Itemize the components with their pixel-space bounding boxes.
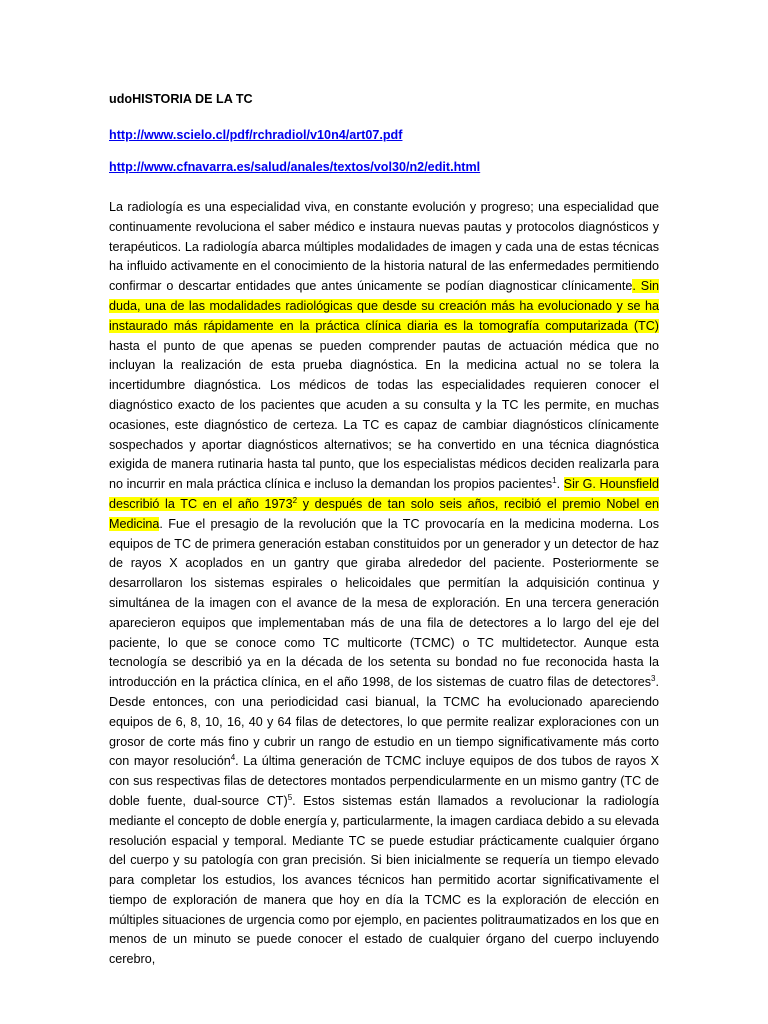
- cfnavarra-link[interactable]: http://www.cfnavarra.es/salud/anales/textos/vol30/n2/edit.html: [109, 160, 481, 174]
- highlighted-text: . Sin duda, una de las modalidades radiológicas que desde su creación más ha evolucionado y se ha instaurado más rápidamente en la práctica clínica diaria es la tomografía computarizada (TC): [109, 279, 659, 333]
- text-segment: . Fue el presagio de la revolución que la TC provocaría en la medicina moderna. Los equipos de TC de primera generación estaban constituidos por un generador y un detector de haz de rayos X acoplados en un gantry que giraba alrededor del paciente. Posteriormente se desarrollaron los sistemas espirales o helicoidales que permitían la adquisición continua y simultánea de la imagen con el avance de la mesa de exploración. En una tercera generación aparecieron equipos que implementaban más de una fila de detectores a lo largo del eje del paciente, lo que se conoce como TC multicorte (TCMC) o TC multidetector. Aunque esta tecnología se describió ya en la década de los setenta su bondad no fue reconocida hasta la introducción en la práctica clínica, en el año 1998, de los sistemas de cuatro filas de detectores: [109, 516, 659, 690]
- text-segment: La radiología es una especialidad viva, en constante evolución y progreso; una especialidad que continuamente revoluciona el saber médico e instaura nuevas pautas y protocolos diagnósticos y terapéuticos. La radiología abarca múltiples modalidades de imagen y cada una de estas técnicas ha influido activamente en el conocimiento de la historia natural de las enfermedades permitiendo confirmar o descartar entidades que antes únicamente se podían diagnosticar clínicamente: [109, 200, 659, 294]
- text-segment: . Estos sistemas están llamados a revolucionar la radiología mediante el concepto de doble energía y, particularmente, la imagen cardiaca debido a su elevada resolución espacial y temporal. Mediante TC se puede estudiar prácticamente cualquier órgano del cuerpo y su patología con gran precisión. Si bien inicialmente se requería un tiempo elevado para completar los estudios, los avances técnicos han permitido acortar significativamente el tiempo de exploración de manera que hoy en día la TCMC es la exploración de elección en múltiples situaciones de urgencia como por ejemplo, en pacientes politraumatizados en los que en menos de un minuto se puede conocer el estado de cualquier órgano del cuerpo incluyendo cerebro,: [109, 793, 659, 967]
- text-segment: hasta el punto de que apenas se pueden comprender pautas de actuación médica que no incluyan la realización de esta prueba diagnóstica. En la medicina actual no se tolera la incertidumbre diagnóstica. Los médicos de todas las especialidades requieren conocer el diagnóstico exacto de los pacientes que acuden a su consulta y la TC les permite, en muchas ocasiones, este diagnóstico de certeza. La TC es capaz de cambiar diagnósticos clínicamente sospechados y aportar diagnósticos alternativos; se ha convertido en una técnica diagnóstica exigida de manera rutinaria hasta tal punto, que los especialistas médicos deciden realizarla para no incurrir en mala práctica clínica e incluso la demandan los propios pacientes: [109, 338, 659, 492]
- text-segment: . La última generación de TCMC incluye equipos de dos tubos de rayos X con sus respectivas filas de detectores montados perpendicularmente en un mismo gantry (TC de doble fuente, dual-source CT): [109, 754, 659, 808]
- footnote-ref: 1: [552, 475, 557, 485]
- text-segment: .: [556, 477, 561, 492]
- text-segment: . Desde entonces, con una periodicidad casi bianual, la TCMC ha evolucionado apareciendo equipos de 6, 8, 10, 16, 40 y 64 filas de detectores, lo que permite realizar exploraciones con un grosor de corte más fino y cubrir un rango de estudio en un tiempo significativamente más corto con mayor resolución: [109, 675, 659, 769]
- footnote-ref: 4: [230, 753, 236, 763]
- footnote-ref: 3: [651, 673, 656, 683]
- footnote-ref: 2: [292, 495, 298, 505]
- text-segment: y después de tan solo seis años, recibió el premio Nobel en Medicina: [109, 496, 660, 531]
- body-paragraph: [109, 198, 659, 970]
- footnote-ref: 5: [287, 792, 293, 802]
- document-title: udoHISTORIA DE LA TC: [109, 92, 253, 106]
- scielo-link[interactable]: http://www.scielo.cl/pdf/rchradiol/v10n4/art07.pdf: [109, 128, 403, 142]
- text-segment: Sir G. Hounsfield describió la TC en el año 1973: [109, 477, 659, 511]
